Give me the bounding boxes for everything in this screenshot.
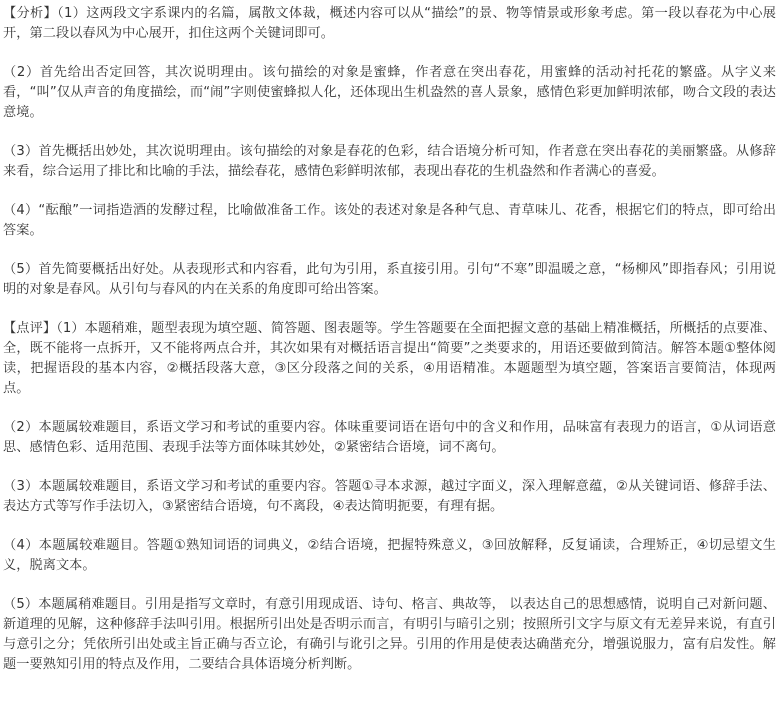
comment-paragraph-2: （2）本题属较难题目，系语文学习和考试的重要内容。体味重要词语在语句中的含义和作用，品味富有表现力的语言，①从词语意思、感情色彩、适用范围、表现手法等方面体味其妙处，②紧密结合语境，词不离句。 bbox=[3, 420, 776, 455]
analysis-paragraph-3: （3）首先概括出妙处，其次说明理由。该句描绘的对象是春花的色彩，结合语境分析可知，作者意在突出春花的美丽繁盛。从修辞来看，综合运用了排比和比喻的手法，描绘春花，感情色彩鲜明浓郁，表现出春花的生机盎然和作者满心的喜爱。 bbox=[3, 144, 776, 179]
analysis-paragraph-2: （2）首先给出否定回答，其次说明理由。该句描绘的对象是蜜蜂，作者意在突出春花，用蜜蜂的活动衬托花的繁盛。从字义来看，“叫”仅从声音的角度描绘，而“闹”字则使蜜蜂拟人化，还体现出生机盎然的喜人景象，感情色彩更加鲜明浓郁，吻合文段的表达意境。 bbox=[3, 65, 776, 120]
comment-paragraph-4: （4）本题属较难题目。答题①熟知词语的词典义，②结合语境，把握特殊意义，③回放解释，反复诵读，合理矫正，④切忌望文生义，脱离文本。 bbox=[3, 538, 776, 573]
comment-paragraph-1: 【点评】（1）本题稍难，题型表现为填空题、简答题、图表题等。学生答题要在全面把握文意的基础上精准概括，所概括的点要准、全，既不能将一点拆开，又不能将两点合并，其次如果有对概括语言提出“简要”之类要求的，用语还要做到简洁。解答本题①整体阅读，把握语段的基本内容，②概括段落大意，③区分段落之间的关系，④用语精准。本题题型为填空题，答案语言要简洁，体现两点。 bbox=[3, 321, 776, 396]
analysis-paragraph-overview: 【分析】（1）这两段文字系课内的名篇，属散文体裁，概述内容可以从“描绘”的景、物等情景或形象考虑。第一段以春花为中心展开，第二段以春风为中心展开，扣住这两个关键词即可。 bbox=[3, 6, 776, 41]
analysis-paragraph-4: （4）“酝酿”一词指造酒的发酵过程，比喻做准备工作。该处的表述对象是各种气息、青草味儿、花香，根据它们的特点，即可给出答案。 bbox=[3, 203, 776, 238]
comment-paragraph-3: （3）本题属较难题目，系语文学习和考试的重要内容。答题①寻本求源，越过字面义，深入理解意蕴，②从关键词语、修辞手法、表达方式等写作手法切入，③紧密结合语境，句不离段，④表达简明扼要，有理有据。 bbox=[3, 479, 776, 514]
comment-paragraph-5: （5）本题属稍难题目。引用是指写文章时，有意引用现成语、诗句、格言、典故等， 以表达自己的思想感情，说明自己对新问题、新道理的见解，这种修辞手法叫引用。根据所引出处是否明示而言，有明引与暗引之别；按照所引文字与原文有无差异来说，有直引与意引之分；凭依所引出处或主旨正确与否立论，有确引与讹引之异。引用的作用是使表达确凿充分，增强说服力，富有启发性。解题一要熟知引用的特点及作用，二要结合具体语境分析判断。 bbox=[3, 597, 776, 672]
analysis-paragraph-5: （5）首先简要概括出好处。从表现形式和内容看，此句为引用，系直接引用。引句“不寒”即温暖之意，“杨柳风”即指春风；引用说明的对象是春风。从引句与春风的内在关系的角度即可给出答案。 bbox=[3, 262, 776, 297]
